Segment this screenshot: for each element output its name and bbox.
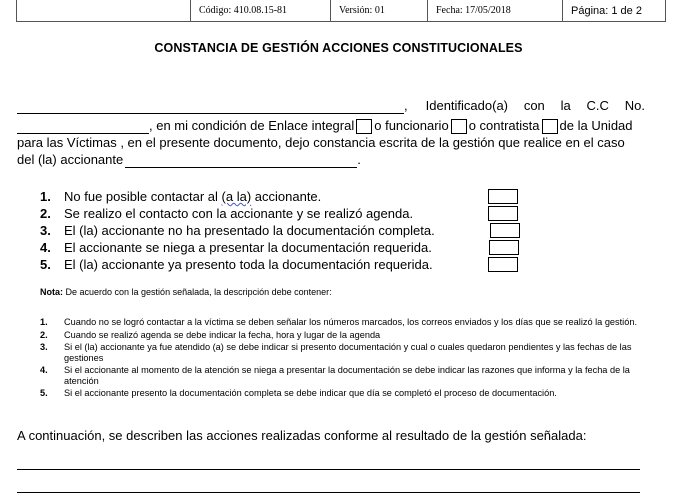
- note-text: Si el accionante al momento de la atención se niega a presentar la documentación se debe indicar las razones que informa y la fecha de la atención: [64, 365, 630, 386]
- nota-label: Nota:: [40, 287, 63, 297]
- option-number: 5.: [40, 257, 51, 272]
- contratista-label: o contratista: [468, 118, 540, 133]
- note-number: 4.: [40, 365, 48, 375]
- note-item: [40, 342, 650, 363]
- header-left-cell: [16, 0, 191, 22]
- option-checkbox[interactable]: [488, 206, 518, 221]
- cc-label: C.C: [586, 98, 609, 113]
- nota-line: [40, 287, 332, 297]
- option-text: Se realizo el contacto con la accionante y se realizó agenda.: [64, 206, 414, 221]
- period: .: [357, 152, 361, 167]
- option-text: El (la) accionante no ha presentado la documentación completa.: [64, 223, 435, 238]
- option-text: El accionante se niega a presentar la documentación requerida.: [64, 240, 432, 255]
- header-pagina: Página: 1 de 2: [571, 4, 642, 17]
- funcionario-label: o funcionario: [374, 118, 449, 133]
- victims-line: para las Víctimas , en el presente documento, dejo constancia escrita de la gestión que realice en el caso: [17, 135, 625, 150]
- description-line[interactable]: [17, 469, 640, 470]
- note-text: Si el accionante presento la documentación completa se debe indicar que día se completó el proceso de documentación.: [64, 388, 557, 398]
- funcionario-checkbox[interactable]: [451, 119, 467, 134]
- no-label: No.: [624, 98, 645, 113]
- option-number: 4.: [40, 240, 51, 255]
- option-number: 1.: [40, 189, 51, 204]
- comma: ,: [404, 98, 408, 113]
- accionante-label: del (la) accionante: [17, 152, 124, 167]
- condicion-label: , en mi condición de Enlace integral: [149, 118, 355, 133]
- note-text: Si el (la) accionante ya fue atendido (a) se debe indicar si presento documentación y cual o cuales quedaron pendientes y las fechas de las gestiones: [64, 342, 632, 363]
- note-text: Cuando se realizó agenda se debe indicar la fecha, hora y lugar de la agenda: [64, 329, 381, 340]
- option-number: 2.: [40, 206, 51, 221]
- option-item: [40, 205, 540, 222]
- option-checkbox[interactable]: [488, 189, 518, 204]
- notes-list: [40, 317, 650, 401]
- option-text: El (la) accionante ya presento toda la documentación requerida.: [64, 257, 433, 272]
- option-item: [40, 188, 540, 205]
- enlace-integral-checkbox[interactable]: [356, 119, 372, 134]
- option-text: No fue posible contactar al (a la) accionante.: [64, 189, 322, 204]
- accionante-line: [17, 151, 645, 168]
- option-checkbox[interactable]: [490, 223, 520, 238]
- cc-number-blank-field[interactable]: [17, 120, 149, 134]
- note-text: Cuando no se logró contactar a la víctima se deben señalar los números marcados, los correos enviados y los días que se realizó la gestión.: [64, 317, 637, 327]
- header-version: Versión: 01: [331, 0, 428, 21]
- contratista-checkbox[interactable]: [542, 119, 558, 134]
- document-title: CONSTANCIA DE GESTIÓN ACCIONES CONSTITUCIONALES: [154, 41, 523, 55]
- accionante-blank-field[interactable]: [125, 154, 357, 168]
- option-checkbox[interactable]: [489, 240, 519, 255]
- description-line[interactable]: [17, 492, 640, 493]
- document-header: [190, 0, 666, 22]
- option-item: [40, 222, 540, 239]
- note-number: 2.: [40, 329, 48, 340]
- identification-line: [17, 97, 645, 114]
- option-item: [40, 256, 540, 273]
- nota-text: De acuerdo con la gestión señalada, la descripción debe contener:: [63, 287, 332, 297]
- note-number: 1.: [40, 317, 48, 327]
- option-number: 3.: [40, 223, 51, 238]
- continuation-text: A continuación, se describen las acciones realizadas conforme al resultado de la gestión señalada:: [17, 428, 587, 443]
- unidad-label: de la Unidad: [559, 118, 633, 133]
- la-label: la: [560, 98, 571, 113]
- option-item: [40, 239, 540, 256]
- note-item: [40, 388, 650, 399]
- name-blank-field[interactable]: [17, 100, 404, 114]
- option-checkbox[interactable]: [488, 257, 518, 272]
- options-list: [40, 188, 540, 273]
- note-number: 3.: [40, 342, 48, 352]
- con-label: con: [523, 98, 545, 113]
- note-number: 5.: [40, 388, 48, 398]
- note-item: [40, 365, 650, 386]
- header-codigo: Código: 410.08.15-81: [191, 0, 331, 21]
- role-line: [17, 117, 645, 134]
- header-fecha: Fecha: 17/05/2018: [428, 0, 563, 21]
- note-item: [40, 330, 650, 341]
- note-item: [40, 317, 650, 328]
- identificado-label: Identificado(a): [425, 98, 509, 113]
